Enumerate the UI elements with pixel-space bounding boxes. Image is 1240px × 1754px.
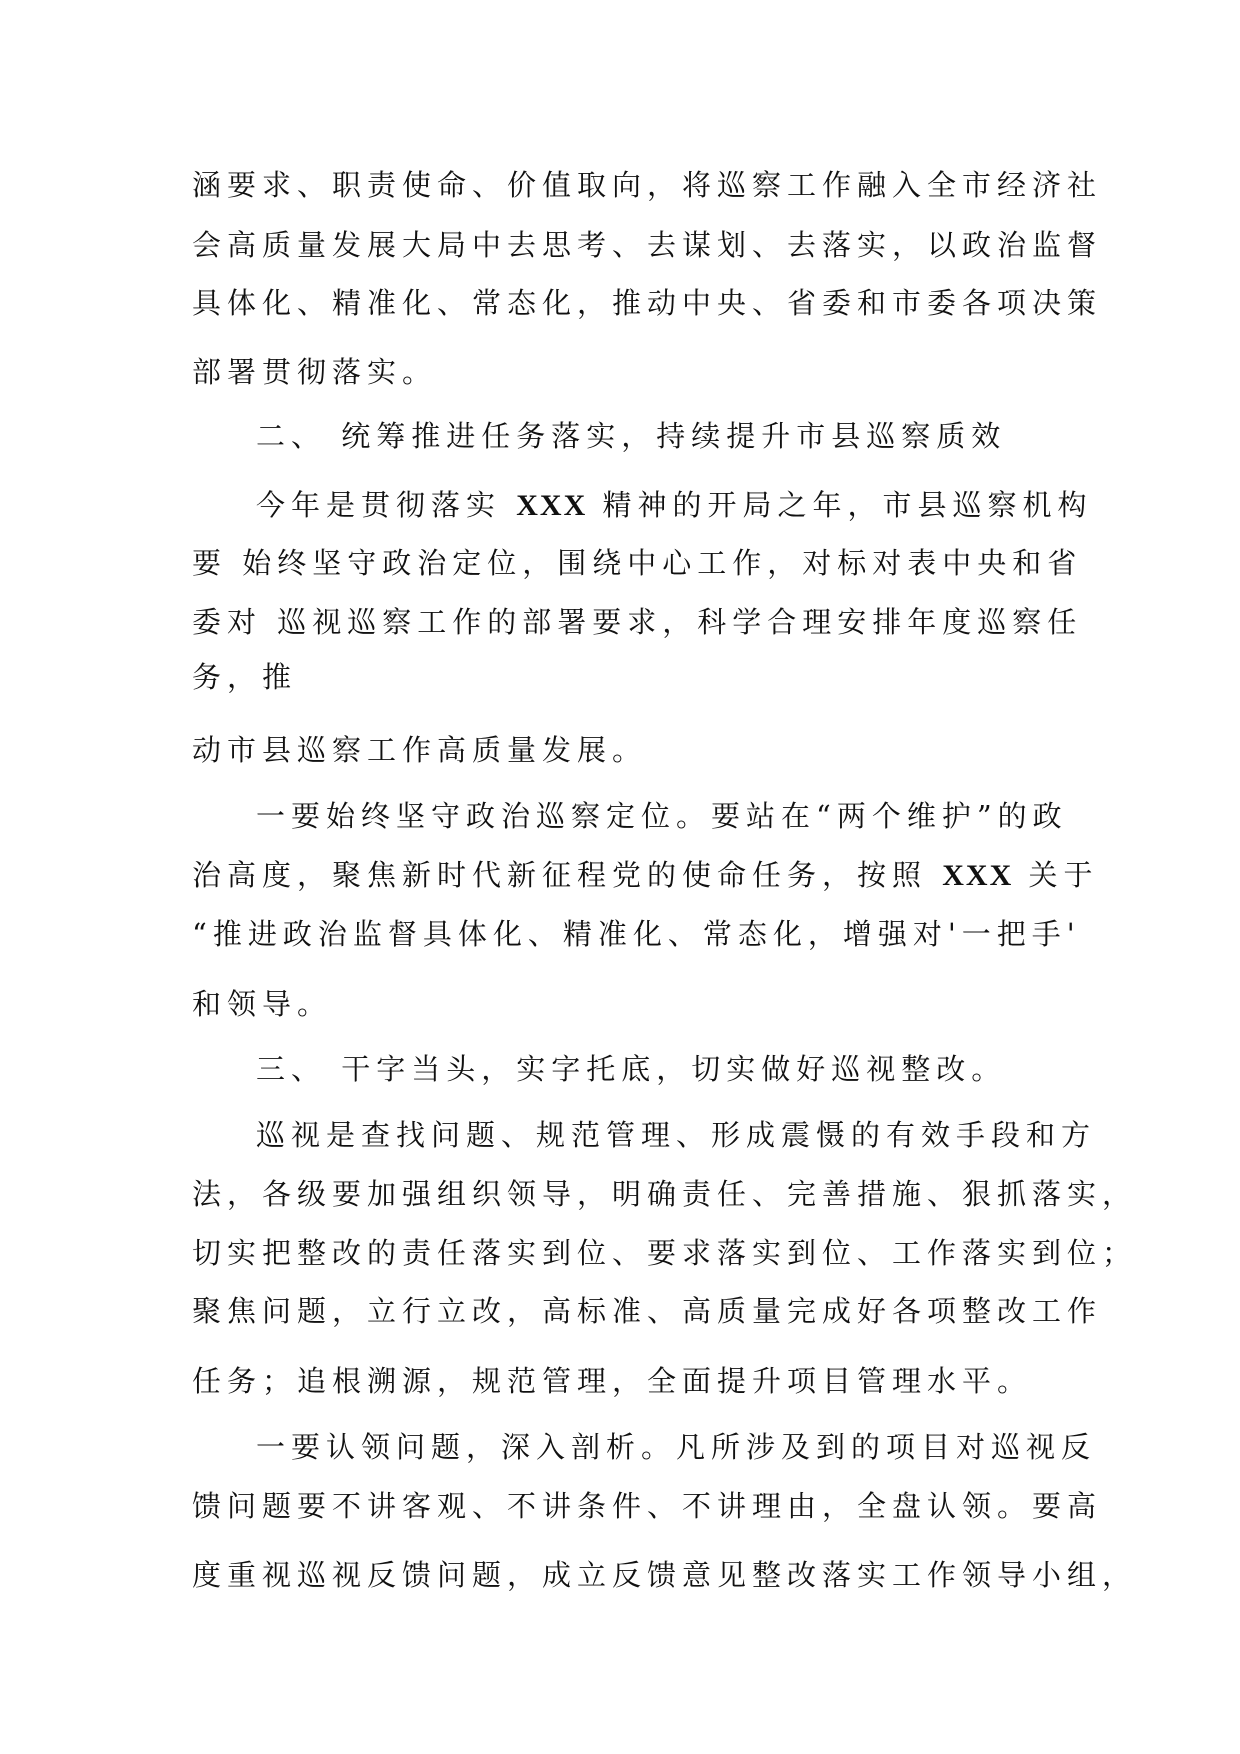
paragraph-2-line: 委对 巡视巡察工作的部署要求，科学合理安排年度巡察任 bbox=[192, 605, 1083, 639]
paragraph-3-line: 一要始终坚守政治巡察定位。要站在“两个维护”的政 bbox=[256, 799, 1068, 833]
paragraph-1-line: 会高质量发展大局中去思考、去谋划、去落实，以政治监督 bbox=[192, 228, 1103, 262]
paragraph-2-line bbox=[256, 485, 1092, 525]
placeholder-xxx: XXX bbox=[516, 489, 588, 522]
paragraph-3-line bbox=[192, 855, 1098, 895]
paragraph-3-line: 和领导。 bbox=[192, 987, 333, 1021]
section-heading-2: 二、 统筹推进任务落实，持续提升市县巡察质效 bbox=[256, 419, 1007, 453]
paragraph-5-line: 馈问题要不讲客观、不讲条件、不讲理由，全盘认领。要高 bbox=[192, 1489, 1103, 1523]
paragraph-1-line: 具体化、精准化、常态化，推动中央、省委和市委各项决策 bbox=[192, 286, 1103, 320]
paragraph-5-line: 一要认领问题，深入剖析。凡所涉及到的项目对巡视反 bbox=[256, 1430, 1097, 1464]
paragraph-2-line: 动市县巡察工作高质量发展。 bbox=[192, 733, 648, 767]
paragraph-4-line: 聚焦问题，立行立改，高标准、高质量完成好各项整改工作 bbox=[192, 1294, 1103, 1328]
paragraph-2-line: 要 始终坚守政治定位，围绕中心工作，对标对表中央和省 bbox=[192, 546, 1083, 580]
paragraph-2-text: 精神的开局之年，市县巡察机构 bbox=[602, 488, 1093, 522]
paragraph-1-line: 部署贯彻落实。 bbox=[192, 355, 438, 389]
paragraph-3-text: 治高度，聚焦新时代新征程党的使命任务，按照 bbox=[192, 858, 928, 892]
paragraph-3-text: 关于 bbox=[1028, 858, 1099, 892]
paragraph-4-line: 任务；追根溯源，规范管理，全面提升项目管理水平。 bbox=[192, 1364, 1033, 1398]
paragraph-3-line: “推进政治监督具体化、精准化、常态化，增强对'一把手' bbox=[192, 917, 1081, 951]
placeholder-xxx: XXX bbox=[942, 859, 1014, 892]
paragraph-4-line: 法，各级要加强组织领导，明确责任、完善措施、狠抓落实， bbox=[192, 1177, 1138, 1211]
paragraph-4-line: 巡视是查找问题、规范管理、形成震慑的有效手段和方 bbox=[256, 1118, 1097, 1152]
paragraph-1-line: 涵要求、职责使命、价值取向，将巡察工作融入全市经济社 bbox=[192, 168, 1103, 202]
paragraph-4-line: 切实把整改的责任落实到位、要求落实到位、工作落实到位； bbox=[192, 1236, 1138, 1270]
paragraph-2-text: 今年是贯彻落实 bbox=[256, 488, 502, 522]
paragraph-5-line: 度重视巡视反馈问题，成立反馈意见整改落实工作领导小组， bbox=[192, 1558, 1138, 1592]
section-heading-3: 三、 干字当头，实字托底，切实做好巡视整改。 bbox=[256, 1052, 1007, 1086]
paragraph-2-line: 务，推 bbox=[192, 660, 298, 694]
